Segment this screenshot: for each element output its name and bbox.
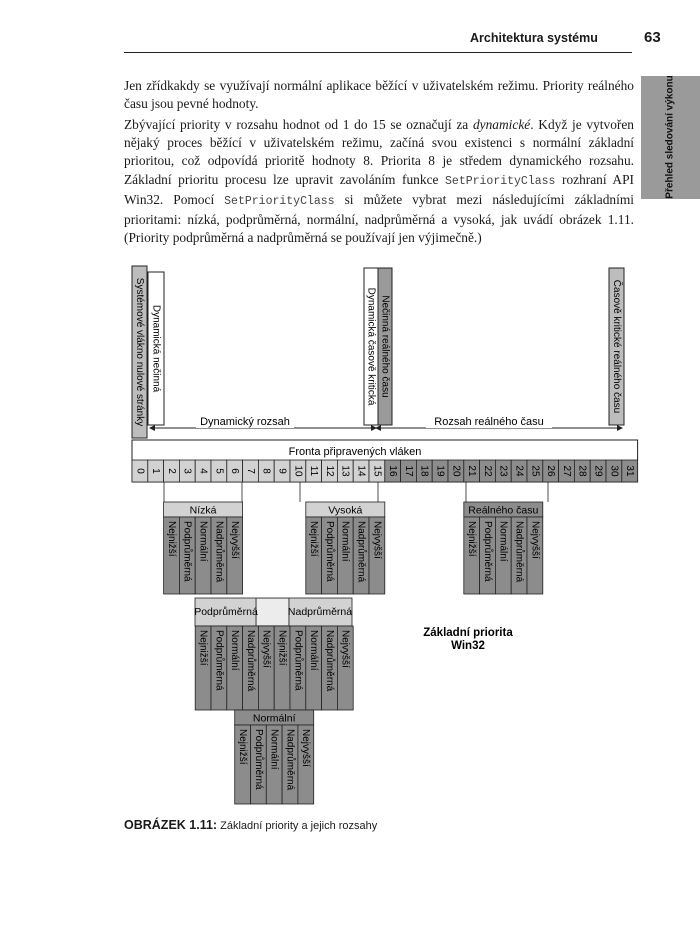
class-high-level-label: Nejvyšší: [371, 521, 383, 559]
class-below-level-label: Podprůměrná: [213, 630, 225, 691]
class-realtime-level-label: Podprůměrná: [481, 521, 493, 582]
queue-slot-number: 22: [481, 465, 493, 477]
caption-label: OBRÁZEK 1.11:: [124, 818, 218, 832]
class-realtime-level-label: Nejvyšší: [529, 521, 541, 559]
dynamic-critical-bar-label: Dynamická časově kritická: [365, 287, 377, 406]
queue-slot-number: 17: [402, 465, 414, 477]
caption-text: Základní priority a jejich rozsahy: [220, 820, 378, 832]
queue-slot-number: 29: [592, 465, 604, 477]
queue-slot-number: 27: [560, 465, 572, 477]
class-above-level-label: Podprůměrná: [292, 630, 304, 691]
paragraph-2-text-b: . Když je vytvořen nějaký proces běžící v uživatelském režimu, začíná svou existenci s normální základní prioritou, což odpovídá prioritě hodnoty 8. Priorita 8 je středem dynamického rozsahu. Základní prioritu procesu lze upravit zavoláním funkce: [124, 117, 634, 187]
queue-slot-number: 9: [276, 468, 288, 474]
queue-slot-number: 10: [292, 465, 304, 477]
class-realtime-level-label: Nadprůměrná: [513, 521, 525, 583]
class-normal-title: Normální: [252, 712, 296, 725]
class-above-level-label: Normální: [308, 630, 320, 671]
queue-slot-number: 19: [434, 465, 446, 477]
dynamic-range-label: Dynamický rozsah: [200, 416, 290, 428]
base-priority-label: Základní priorita: [423, 627, 513, 639]
class-low-title: Nízká: [189, 504, 217, 517]
class-normal-level-label: Nejvyšší: [300, 729, 312, 767]
queue-slot-number: 6: [229, 468, 241, 474]
class-low-level-label: Podprůměrná: [181, 521, 193, 582]
class-normal-level-label: Nadprůměrná: [284, 729, 296, 791]
running-header-title: Architektura systému: [470, 31, 598, 45]
class-below-level-label: Nadprůměrná: [244, 630, 256, 692]
system-zero-page-bar-label: Systémové vlákno nulové stránky: [133, 277, 145, 427]
class-high-level-label: Normální: [339, 521, 351, 562]
queue-slot-number: 21: [466, 465, 478, 477]
class-low-level-label: Nadprůměrná: [213, 521, 225, 583]
class-realtime-level-label: Nejnižší: [466, 521, 478, 557]
class-normal-level-label: Podprůměrná: [252, 729, 264, 790]
class-low-level-label: Nejnižší: [165, 521, 177, 557]
code-setpriorityclass-2: SetPriorityClass: [224, 194, 335, 208]
class-normal-level-label: Nejnižší: [236, 729, 248, 765]
paragraph-2-text-d: si můžete vybrat mezi následujícími základními prioritami: nízká, podprůměrná, normální, nadprůměrná a vysoká, jak uvádí obrázek 1.11. (Priority podprůměrná a nadprůměrná se používají jen výjimečně.): [124, 191, 634, 246]
queue-slot-number: 24: [513, 465, 525, 477]
class-below-level-label: Normální: [229, 630, 241, 671]
queue-slot-number: 0: [134, 468, 146, 474]
queue-slot-number: 30: [608, 465, 620, 477]
class-above-level-label: Nejnižší: [276, 630, 288, 666]
class-high-level-label: Podprůměrná: [323, 521, 335, 582]
queue-slot-number: 2: [165, 468, 177, 474]
class-normal-level-label: Normální: [268, 729, 280, 770]
queue-slot-number: 5: [213, 468, 225, 474]
realtime-range-label: Rozsah reálného času: [434, 416, 544, 428]
queue-slot-number: 4: [197, 468, 209, 474]
class-above-title: Nadprůměrná: [287, 606, 353, 618]
queue-slot-number: 11: [308, 465, 320, 477]
below-above-gap: [257, 599, 288, 625]
class-below-title: Podprůměrná: [194, 606, 258, 618]
queue-slot-number: 31: [624, 465, 636, 477]
queue-slot-number: 25: [529, 465, 541, 477]
queue-slot-number: 8: [260, 468, 272, 474]
queue-slot-number: 26: [545, 465, 557, 477]
side-tab-label: Přehled sledování výkonu: [664, 75, 676, 199]
class-above-level-label: Nadprůměrná: [323, 630, 335, 692]
class-realtime-title: Reálného času: [468, 504, 539, 517]
rt-critical-bar-label: Časově kritické reálného času: [610, 279, 622, 414]
queue-slot-number: 1: [150, 468, 162, 474]
queue-slot-number: 14: [355, 465, 367, 477]
queue-slot-number: 15: [371, 465, 383, 477]
class-high-level-label: Nejnižší: [308, 521, 320, 557]
rt-idle-bar-label: Nečinná reálného času: [379, 295, 391, 398]
class-above-level-label: Nejvyšší: [339, 630, 351, 668]
class-low-level-label: Nejvyšší: [229, 521, 241, 559]
class-below-level-label: Nejvyšší: [260, 630, 272, 668]
queue-slot-number: 23: [497, 465, 509, 477]
base-priority-win32-label: Win32: [451, 640, 485, 652]
class-low-level-label: Normální: [197, 521, 209, 562]
class-realtime-level-label: Normální: [497, 521, 509, 562]
ready-queue-label: Fronta připravených vláken: [288, 446, 422, 458]
class-high-title: Vysoká: [328, 504, 363, 517]
dynamic-idle-bar-label: Dynamická nečinná: [150, 304, 162, 393]
paragraph-1: Jen zřídkakdy se využívají normální aplikace běžící v uživatelském režimu. Priority reálného času jsou pevné hodnoty.: [124, 78, 634, 112]
queue-slot-number: 16: [387, 465, 399, 477]
queue-slot-number: 3: [181, 468, 193, 474]
class-below-level-label: Nejnižší: [197, 630, 209, 666]
queue-slot-number: 20: [450, 465, 462, 477]
paragraph-2-text-c: rozhraní API Win32. Pomocí: [124, 171, 634, 207]
paragraph-2-text-a: Zbývající priority v rozsahu hodnot od 1 do 15 se označují za: [124, 117, 473, 132]
queue-slot-number: 12: [323, 465, 335, 477]
code-setpriorityclass: SetPriorityClass: [445, 174, 556, 188]
page-number: 63: [644, 29, 661, 46]
queue-slot-number: 7: [244, 468, 256, 474]
term-dynamic: dynamické: [472, 117, 531, 132]
queue-slot-number: 13: [339, 465, 351, 477]
queue-slot-number: 18: [418, 465, 430, 477]
figure-caption: [124, 818, 377, 832]
class-high-level-label: Nadprůměrná: [355, 521, 367, 583]
queue-slot-number: 28: [576, 465, 588, 477]
